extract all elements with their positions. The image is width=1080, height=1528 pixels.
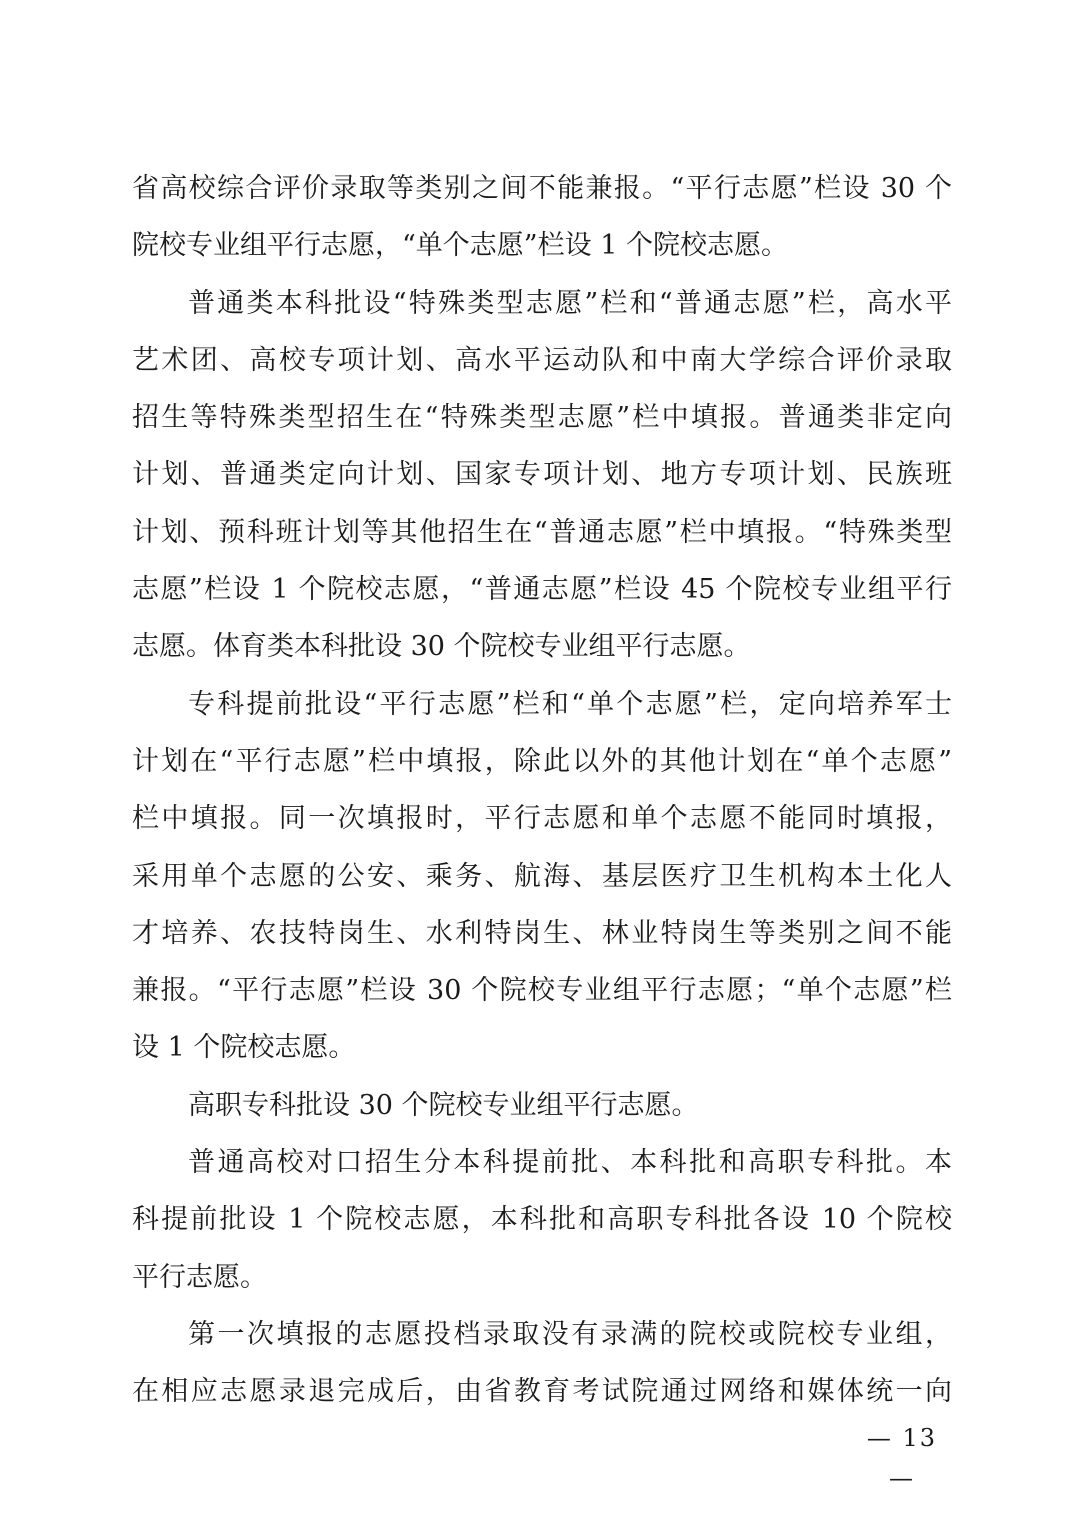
text-line: 兼报。“平行志愿”栏设 30 个院校专业组平行志愿；“单个志愿”栏 [132,975,952,1007]
page-number: — 13 — [866,1424,938,1492]
text-line: 志愿。体育类本科批设 30 个院校专业组平行志愿。 [132,631,751,663]
text-line: 才培养、农技特岗生、水利特岗生、林业特岗生等类别之间不能 [132,917,952,949]
text-line: 计划、普通类定向计划、国家专项计划、地方专项计划、民族班 [132,459,952,491]
text-line: 艺术团、高校专项计划、高水平运动队和中南大学综合评价录取 [132,344,952,376]
document-body [132,160,952,1421]
text-line: 省高校综合评价录取等类别之间不能兼报。“平行志愿”栏设 30 个 [132,173,952,204]
text-line: 普通高校对口招生分本科提前批、本科批和高职专科批。本 [188,1147,952,1179]
text-line: 平行志愿。 [132,1261,267,1293]
text-line: 采用单个志愿的公安、乘务、航海、基层医疗卫生机构本土化人 [132,860,952,892]
text-line: 志愿”栏设 1 个院校志愿，“普通志愿”栏设 45 个院校专业组平行 [132,574,952,606]
text-line: 普通类本科批设“特殊类型志愿”栏和“普通志愿”栏，高水平 [188,287,952,319]
text-line: 计划在“平行志愿”栏中填报，除此以外的其他计划在“单个志愿” [132,745,952,777]
text-line: 在相应志愿录退完成后，由省教育考试院通过网络和媒体统一向 [132,1376,952,1408]
text-line: 设 1 个院校志愿。 [132,1032,356,1064]
text-line: 高职专科批设 30 个院校专业组平行志愿。 [188,1089,699,1121]
text-line: 招生等特殊类型招生在“特殊类型志愿”栏中填报。普通类非定向 [132,402,952,434]
text-line: 专科提前批设“平行志愿”栏和“单个志愿”栏，定向培养军士 [188,688,952,720]
text-line: 院校专业组平行志愿，“单个志愿”栏设 1 个院校志愿。 [132,230,788,262]
text-line: 科提前批设 1 个院校志愿，本科批和高职专科批各设 10 个院校 [132,1204,952,1236]
text-line: 栏中填报。同一次填报时，平行志愿和单个志愿不能同时填报， [132,803,952,835]
text-line: 第一次填报的志愿投档录取没有录满的院校或院校专业组， [188,1318,952,1350]
text-line: 计划、预科班计划等其他招生在“普通志愿”栏中填报。“特殊类型 [132,516,952,548]
